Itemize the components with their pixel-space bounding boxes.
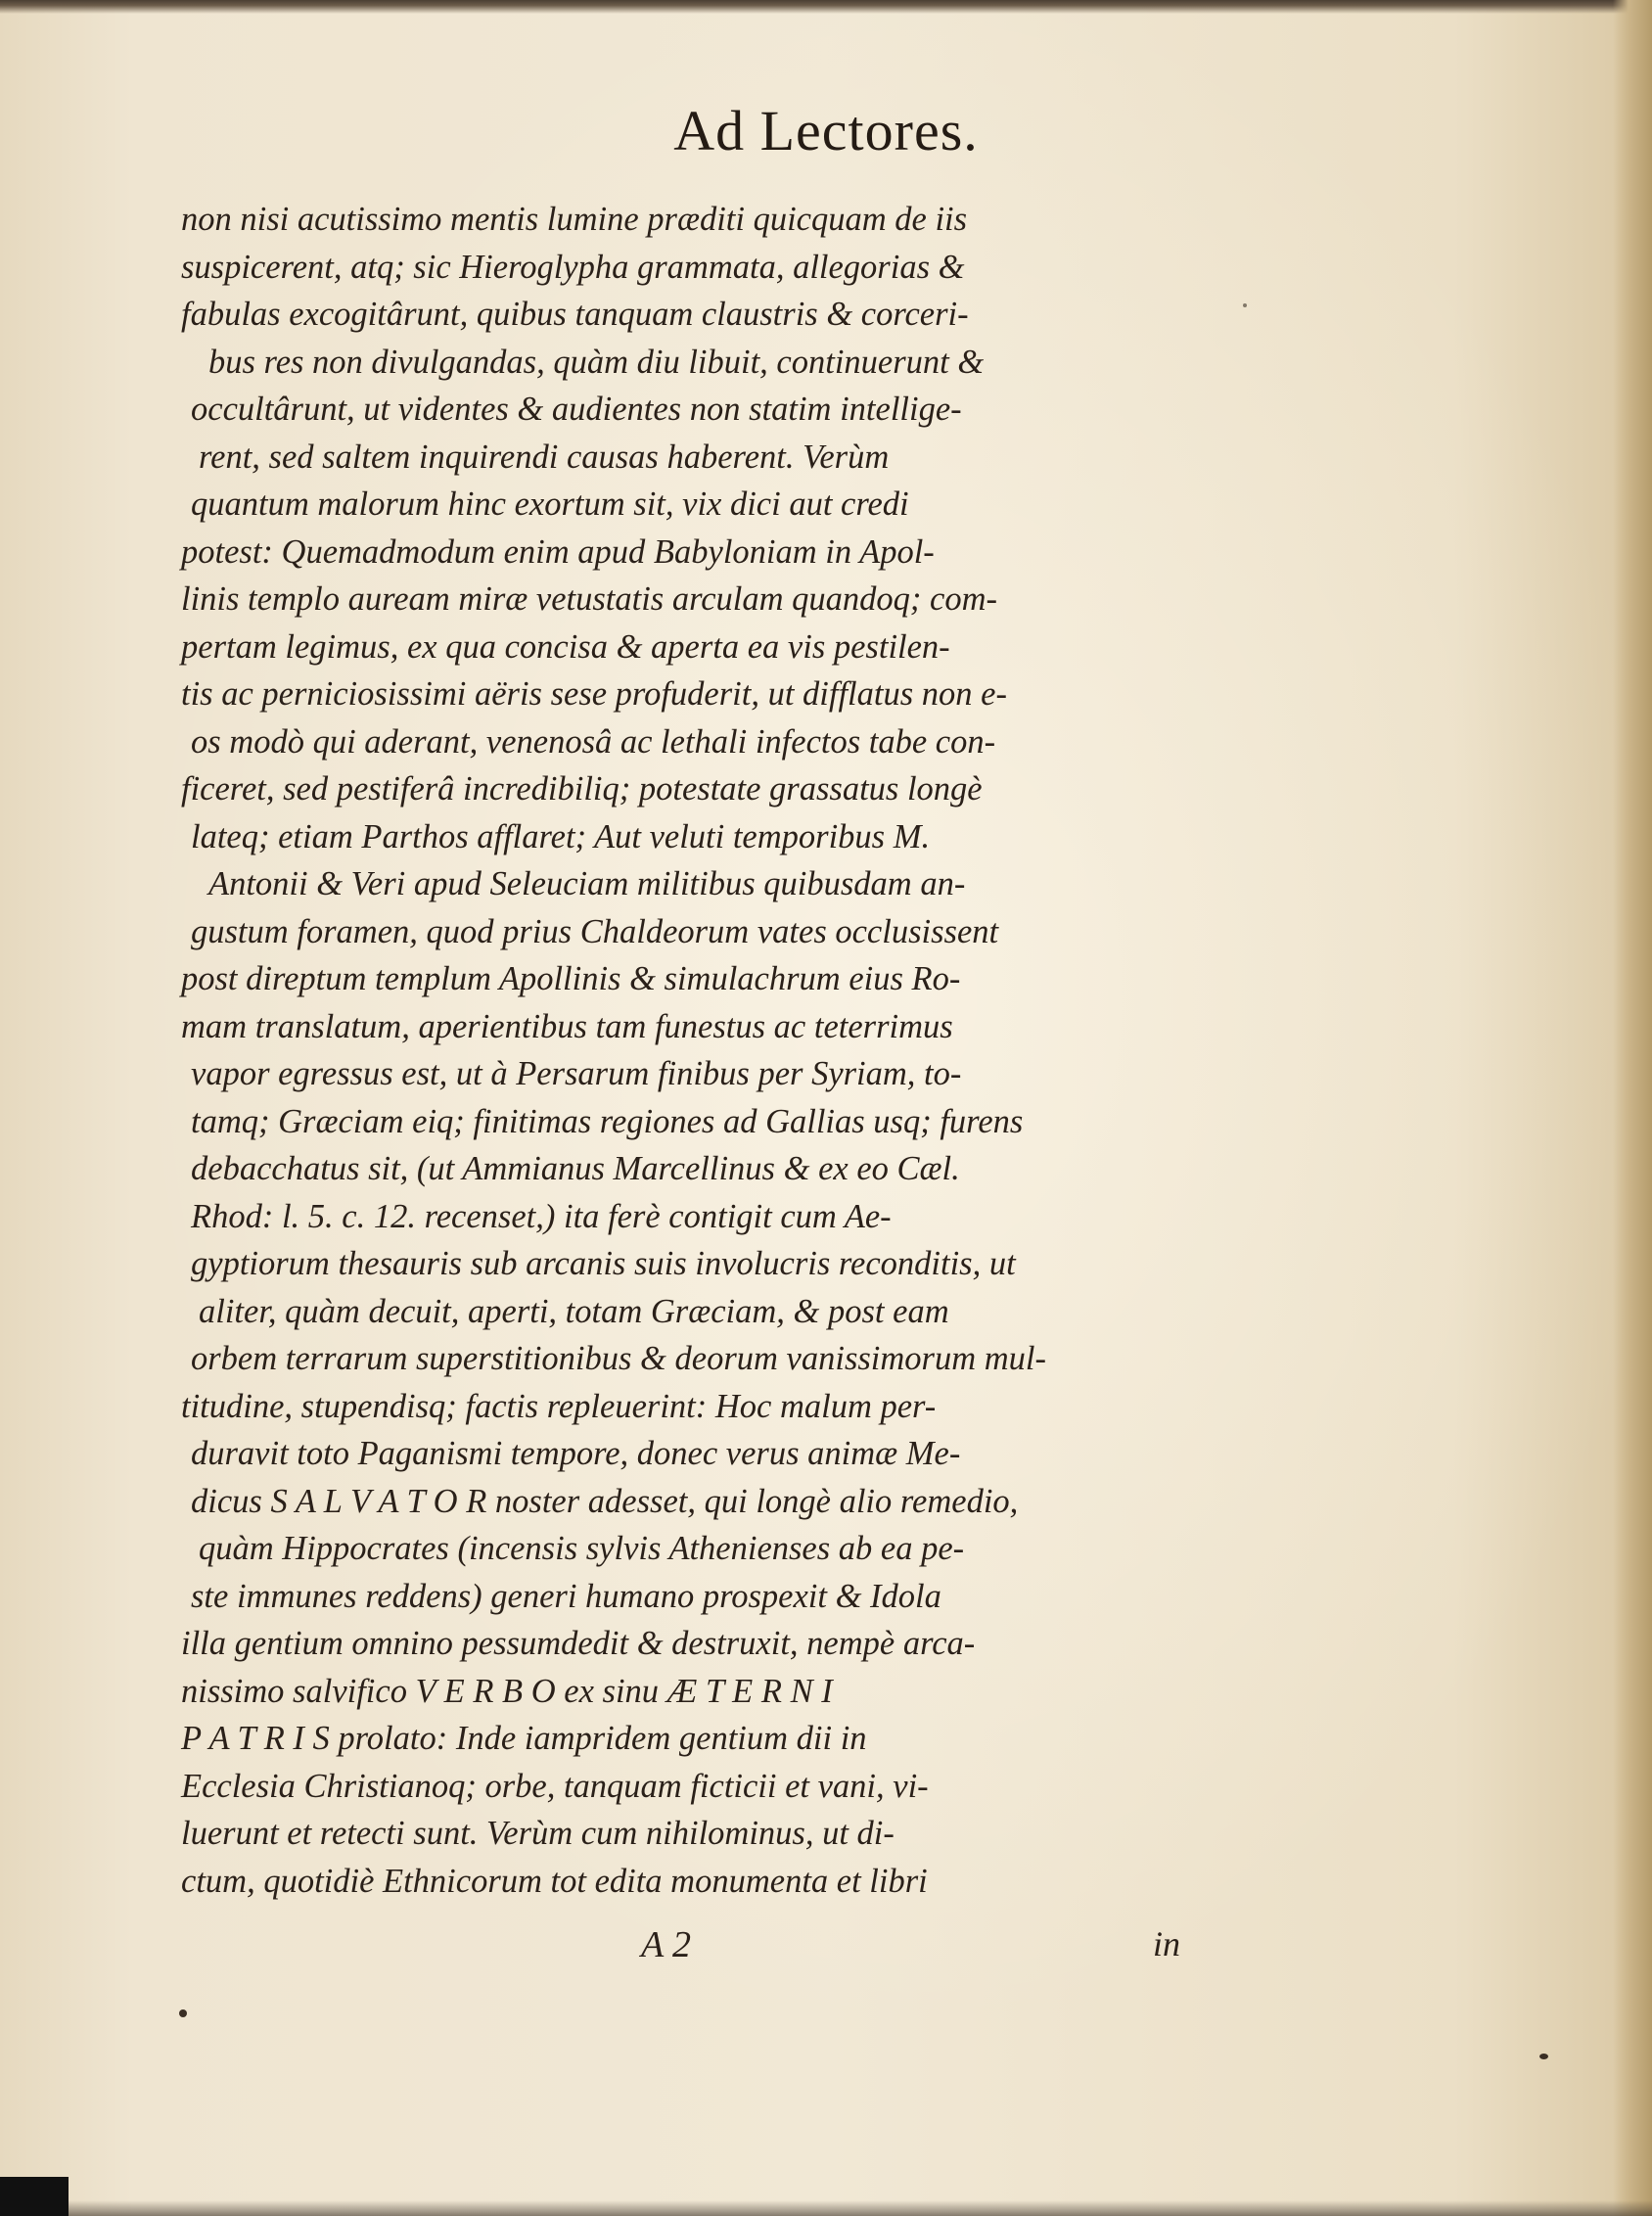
text-line: dicus S A L V A T O R noster adesset, qui longè alio remedio, [191,1482,1019,1520]
text-line: rent, sed saltem inquirendi causas haberent. Verùm [199,438,890,476]
ink-speck [1539,2054,1548,2059]
text-line: duravit toto Paganismi tempore, donec verus animæ Me- [191,1435,961,1472]
text-line: ctum, quotidiè Ethnicorum tot edita monumenta et libri [181,1862,928,1900]
text-line: P A T R I S prolato: Inde iampridem gentium dii in [181,1720,867,1757]
text-line: occultârunt, ut videntes & audientes non statim intellige- [191,391,962,428]
ink-speck [1243,303,1247,307]
text-line: gustum foramen, quod prius Chaldeorum vates occlusissent [191,912,999,950]
text-line: tis ac perniciosissimi aëris sese profuderit, ut difflatus non e- [181,675,1007,713]
text-line: ste immunes reddens) generi humano prospexit & Idola [191,1577,941,1615]
page-right-edge [1613,0,1652,2216]
text-line: os modò qui aderant, venenosâ ac lethali infectos tabe con- [191,722,996,761]
text-line: aliter, quàm decuit, aperti, totam Græciam, & post eam [199,1292,949,1330]
text-line: nissimo salvifico V E R B O ex sinu Æ T E R N I [181,1672,833,1710]
text-line: illa gentium omnino pessumdedit & destruxit, nempè arca- [181,1625,976,1662]
text-line: quantum malorum hinc exortum sit, vix dici aut credi [191,485,909,523]
page-top-edge [0,0,1652,14]
body-text [181,196,1194,1905]
page-bottom-edge [0,2200,1652,2216]
text-line: fabulas excogitârunt, quibus tanquam claustris & corceri- [181,296,969,333]
text-line: luerunt et retecti sunt. Verùm cum nihilominus, ut di- [181,1815,895,1852]
text-line: lateq; etiam Parthos afflaret; Aut veluti temporibus M. [191,817,931,855]
text-line: ficeret, sed pestiferâ incredibiliq; potestate grassatus longè [181,770,983,808]
text-line: gyptiorum thesauris sub arcanis suis involucris reconditis, ut [191,1245,1016,1282]
text-line: titudine, stupendisq; factis repleuerint: Hoc malum per- [181,1387,937,1425]
text-line: non nisi acutissimo mentis lumine præditi quicquam de iis [181,201,968,238]
text-line: Antonii & Veri apud Seleuciam militibus quibusdam an- [208,865,966,902]
text-line: pertam legimus, ex qua concisa & aperta ea vis pestilen- [181,627,950,666]
catchword: in [1153,1924,1181,1963]
text-line: vapor egressus est, ut à Persarum finibus per Syriam, to- [191,1055,962,1092]
text-line: tamq; Græciam eiq; finitimas regiones ad Gallias usq; furens [191,1102,1024,1140]
signature-mark: A 2 [641,1924,692,1965]
text-line: mam translatum, aperientibus tam funestus ac teterrimus [181,1007,953,1045]
text-line: quàm Hippocrates (incensis sylvis Athenienses ab ea pe- [199,1530,965,1567]
text-line: orbem terrarum superstitionibus & deorum vanissimorum mul- [191,1340,1047,1377]
text-line: post direptum templum Apollinis & simulachrum eius Ro- [181,960,961,997]
text-line: linis templo auream miræ vetustatis arculam quandoq; com- [181,580,997,618]
text-line: potest: Quemadmodum enim apud Babyloniam in Apol- [181,532,935,571]
scan-shadow [0,2177,69,2216]
text-line: Ecclesia Christianoq; orbe, tanquam ficticii et vani, vi- [181,1767,929,1805]
text-line: suspicerent, atq; sic Hieroglypha grammata, allegorias & [181,248,965,286]
page-heading: Ad Lectores. [673,99,979,162]
text-line: Rhod: l. 5. c. 12. recenset,) ita ferè contigit cum Ae- [191,1197,892,1235]
ink-speck [179,2009,187,2017]
text-line: debacchatus sit, (ut Ammianus Marcellinus & ex eo Cæl. [191,1150,960,1187]
text-line: bus res non divulgandas, quàm diu libuit, continuerunt & [208,343,985,381]
